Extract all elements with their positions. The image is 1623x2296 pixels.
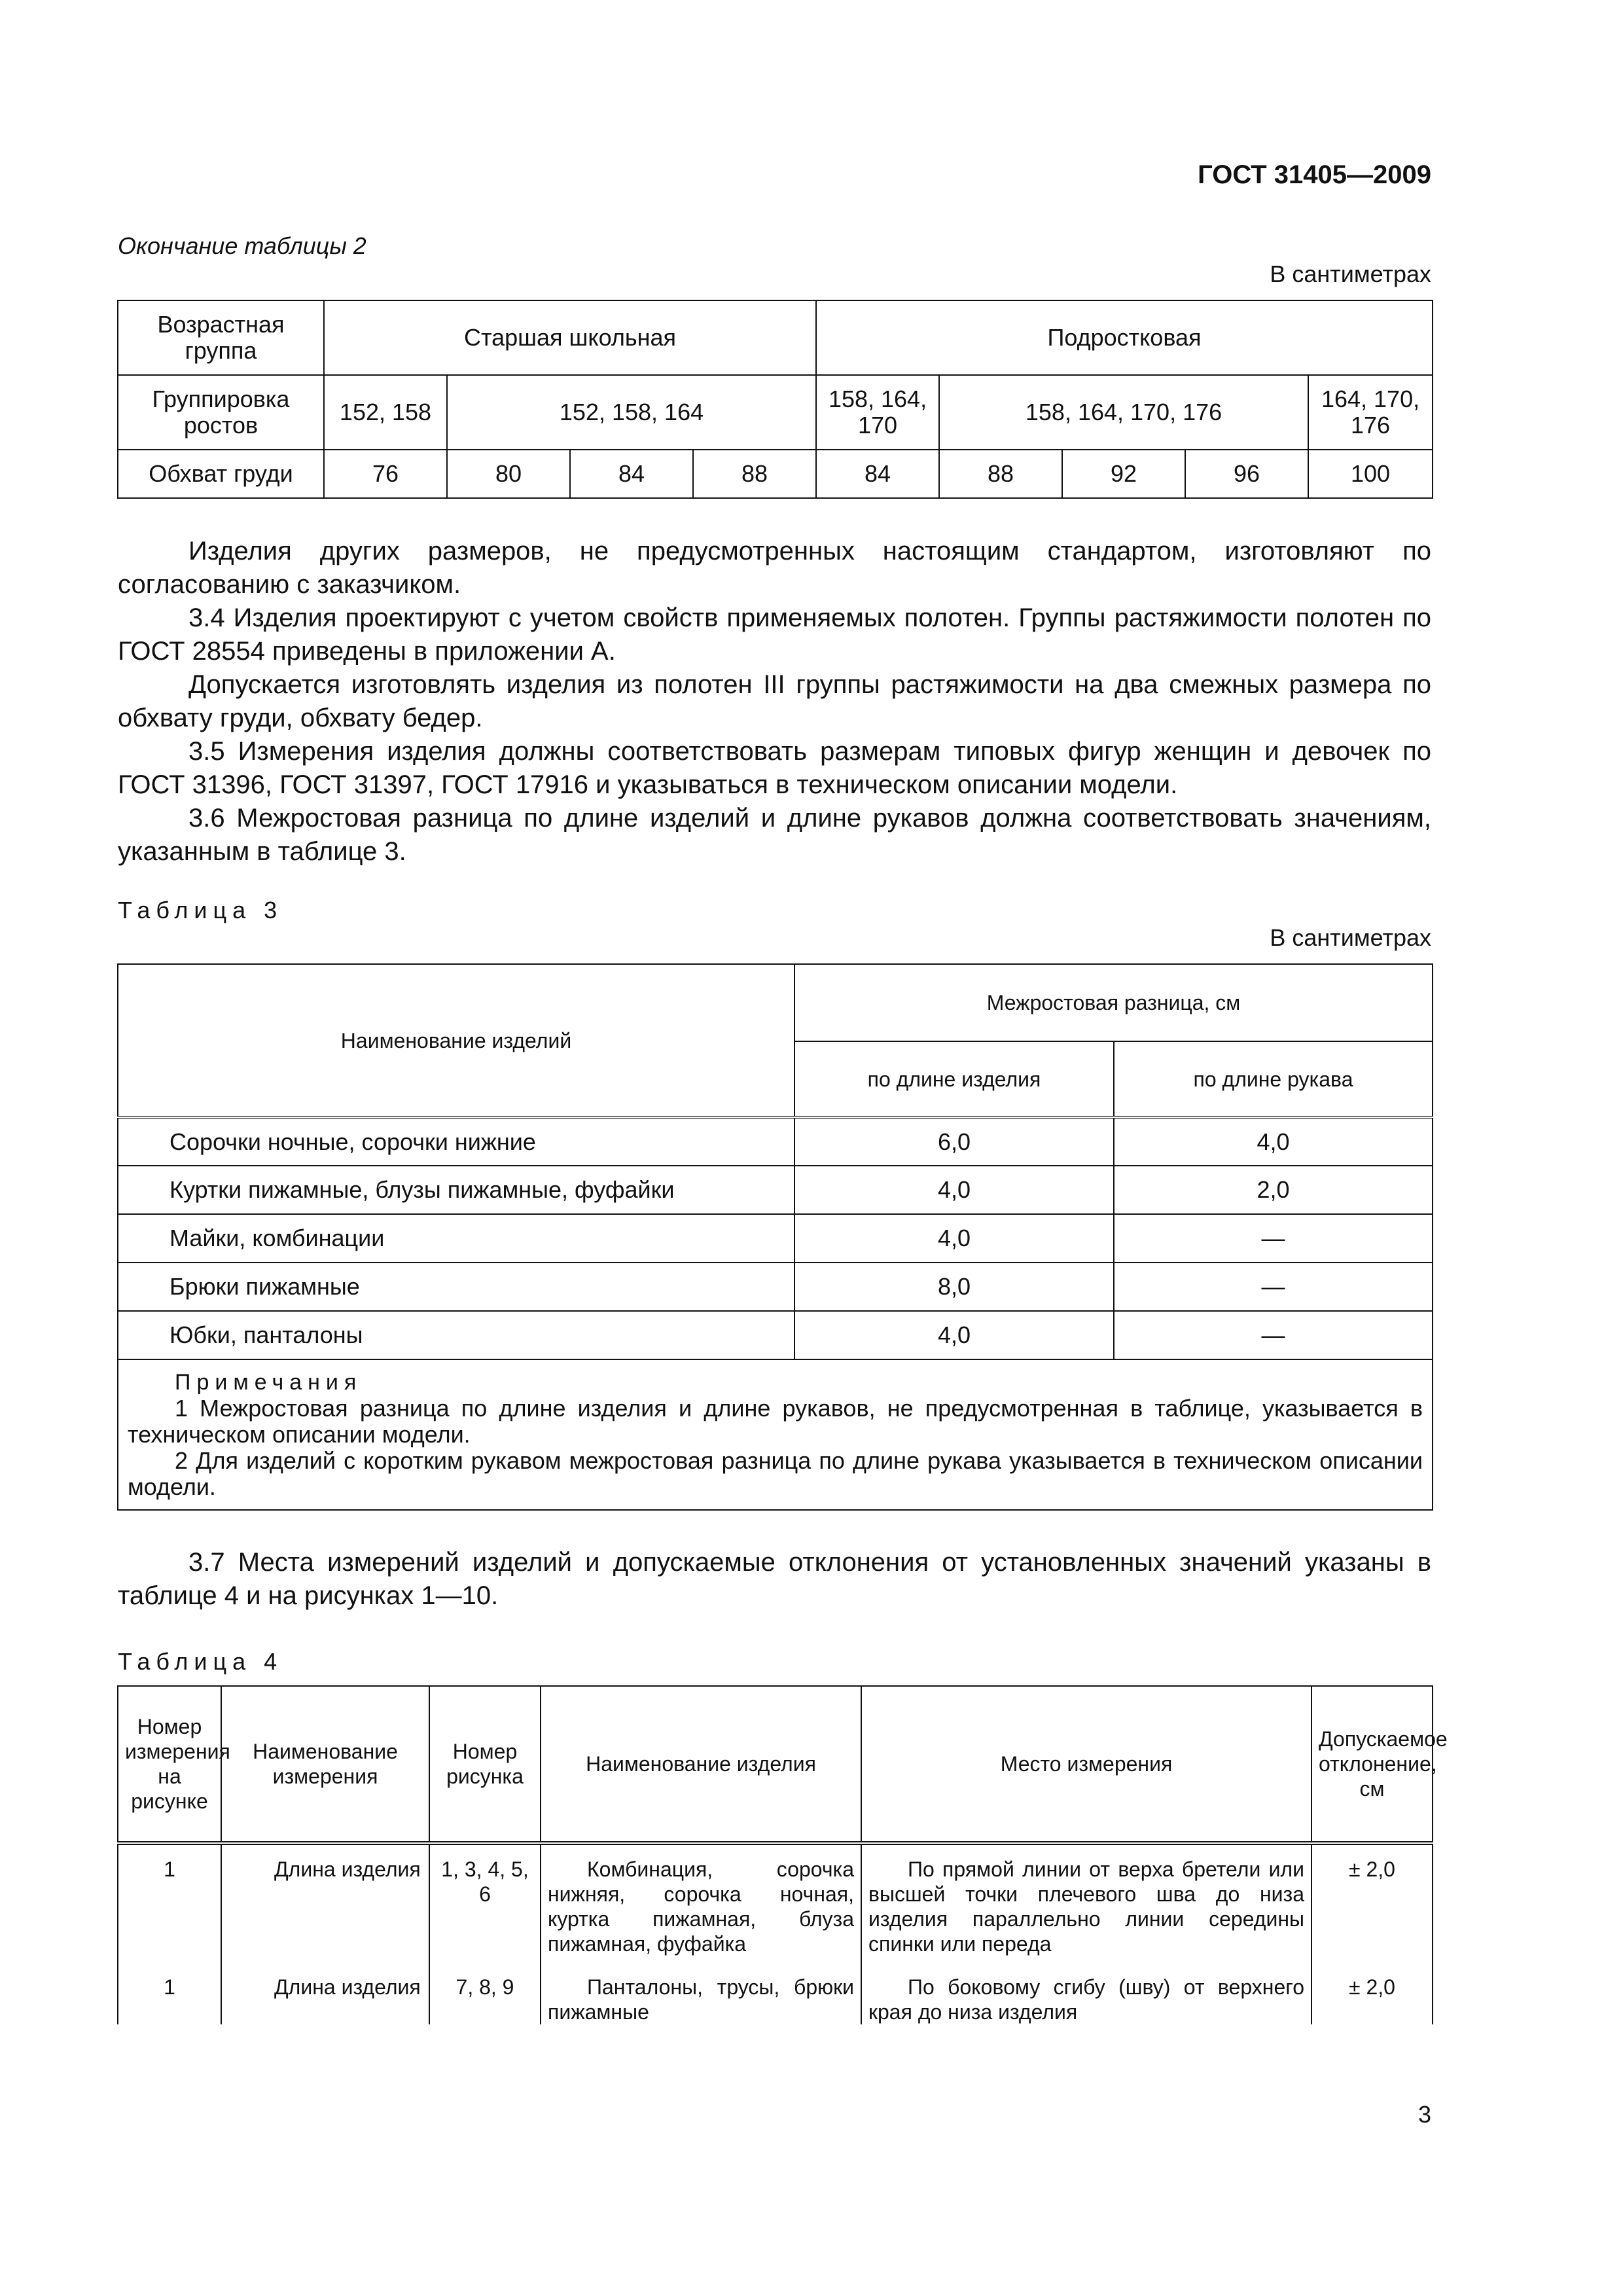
chest-value: 88 xyxy=(693,450,816,498)
document-code: ГОСТ 31405—2009 xyxy=(1198,160,1431,189)
measure-name: Длина изделия xyxy=(221,1956,429,2024)
table3-notes xyxy=(118,1359,1433,1510)
group-senior-school: Старшая школьная xyxy=(324,300,816,375)
chest-value: 88 xyxy=(939,450,1062,498)
table3 xyxy=(117,963,1433,1511)
length-value: 4,0 xyxy=(794,1166,1114,1214)
table-row xyxy=(118,1263,1433,1311)
item-name: Панталоны, трусы, брюки пижамные xyxy=(541,1956,861,2024)
figure-num: 1, 3, 4, 5, 6 xyxy=(429,1843,541,1956)
table-row xyxy=(118,1956,1433,2024)
table4-header-tolerance: Допускаемое отклонение, см xyxy=(1311,1686,1433,1843)
tolerance: ± 2,0 xyxy=(1311,1843,1433,1956)
chest-value: 84 xyxy=(570,450,693,498)
item-name: Куртки пижамные, блузы пижамные, фуфайки xyxy=(118,1166,794,1214)
chest-value: 84 xyxy=(816,450,939,498)
table4-header-num: Номер измерения на рисунке xyxy=(118,1686,221,1843)
item-name: Майки, комбинации xyxy=(118,1214,794,1263)
height-cell: 158, 164, 170, 176 xyxy=(939,375,1308,450)
table-row xyxy=(118,1166,1433,1214)
table4-header-place: Место измерения xyxy=(861,1686,1311,1843)
tolerance: ± 2,0 xyxy=(1311,1956,1433,2024)
length-value: 8,0 xyxy=(794,1263,1114,1311)
note-2: 2 Для изделий с коротким рукавом межростовая разница по длине рукава указывается в техническом описании модели. xyxy=(128,1447,1423,1500)
length-value: 4,0 xyxy=(794,1311,1114,1359)
table2 xyxy=(117,300,1433,499)
height-cell: 152, 158 xyxy=(324,375,447,450)
length-value: 6,0 xyxy=(794,1117,1114,1166)
height-cell: 152, 158, 164 xyxy=(447,375,816,450)
measure-place: По боковому сгибу (шву) от верхнего края до низа изделия xyxy=(861,1956,1311,2024)
paragraph-3-6: 3.6 Межростовая разница по длине изделий и длине рукавов должна соответствовать значениям, указанным в таблице 3. xyxy=(118,804,1431,866)
group-teen: Подростковая xyxy=(816,300,1433,375)
table3-header-sleeve: по длине рукава xyxy=(1114,1041,1433,1117)
body-text-1 xyxy=(118,535,1431,869)
table3-caption: Таблица 3 xyxy=(118,897,283,924)
measure-num: 1 xyxy=(118,1843,221,1956)
table3-unit: В сантиметрах xyxy=(1270,924,1431,951)
table4-header-figure: Номер рисунка xyxy=(429,1686,541,1843)
row-label-height-group: Группировка ростов xyxy=(118,375,324,450)
sleeve-value: — xyxy=(1114,1263,1433,1311)
table3-header-group: Межростовая разница, см xyxy=(794,964,1433,1041)
sleeve-value: 2,0 xyxy=(1114,1166,1433,1214)
item-name: Брюки пижамные xyxy=(118,1263,794,1311)
item-name: Комбинация, сорочка нижняя, сорочка ночная, куртка пижамная, блуза пижамная, фуфайка xyxy=(541,1843,861,1956)
table2-unit: В сантиметрах xyxy=(1270,260,1431,287)
measure-place: По прямой линии от верха бретели или высшей точки плечевого шва до низа изделия параллельно линии середины спинки или переда xyxy=(861,1843,1311,1956)
item-name: Юбки, панталоны xyxy=(118,1311,794,1359)
height-cell: 158, 164, 170 xyxy=(816,375,939,450)
chest-value: 100 xyxy=(1308,450,1433,498)
table2-caption: Окончание таблицы 2 xyxy=(118,232,366,259)
item-name: Сорочки ночные, сорочки нижние xyxy=(118,1117,794,1166)
paragraph-3-7: 3.7 Места измерений изделий и допускаемые отклонения от установленных значений указаны в таблице 4 и на рисунках 1—10. xyxy=(118,1548,1431,1610)
table3-header-length: по длине изделия xyxy=(794,1041,1114,1117)
chest-value: 76 xyxy=(324,450,447,498)
table4-header-item: Наименование изделия xyxy=(541,1686,861,1843)
sleeve-value: — xyxy=(1114,1214,1433,1263)
height-cell: 164, 170, 176 xyxy=(1308,375,1433,450)
table4 xyxy=(117,1685,1448,2024)
paragraph: Допускается изготовлять изделия из полотен III группы растяжимости на два смежных размера по обхвату груди, обхвату бедер. xyxy=(118,670,1431,732)
paragraph-3-5: 3.5 Измерения изделия должны соответствовать размерам типовых фигур женщин и девочек по ГОСТ 31396, ГОСТ 31397, ГОСТ 17916 и указываться в техническом описании модели. xyxy=(118,737,1431,799)
row-label-chest: Обхват груди xyxy=(118,450,324,498)
page-number: 3 xyxy=(1418,2101,1431,2128)
table4-header-measure: Наименование измерения xyxy=(221,1686,429,1843)
table-row xyxy=(118,1311,1433,1359)
sleeve-value: 4,0 xyxy=(1114,1117,1433,1166)
row-label-age-group: Возрастная группа xyxy=(118,300,324,375)
table3-header-name: Наименование изделий xyxy=(118,964,794,1117)
length-value: 4,0 xyxy=(794,1214,1114,1263)
table-row xyxy=(118,1843,1433,1956)
body-text-2 xyxy=(118,1546,1431,1613)
figure-num: 7, 8, 9 xyxy=(429,1956,541,2024)
table-row xyxy=(118,1214,1433,1263)
table4-caption: Таблица 4 xyxy=(118,1648,283,1675)
paragraph-3-4: 3.4 Изделия проектируют с учетом свойств применяемых полотен. Группы растяжимости полотен по ГОСТ 28554 приведены в приложении А. xyxy=(118,603,1431,666)
paragraph: Изделия других размеров, не предусмотренных настоящим стандартом, изготовляют по согласованию с заказчиком. xyxy=(118,537,1431,599)
note-1: 1 Межростовая разница по длине изделия и длине рукавов, не предусмотренная в таблице, указывается в техническом описании модели. xyxy=(128,1395,1423,1448)
measure-num: 1 xyxy=(118,1956,221,2024)
chest-value: 92 xyxy=(1062,450,1185,498)
table-row xyxy=(118,1117,1433,1166)
sleeve-value: — xyxy=(1114,1311,1433,1359)
chest-value: 80 xyxy=(447,450,570,498)
notes-title: Примечания xyxy=(175,1370,363,1395)
chest-value: 96 xyxy=(1185,450,1308,498)
measure-name: Длина изделия xyxy=(221,1843,429,1956)
